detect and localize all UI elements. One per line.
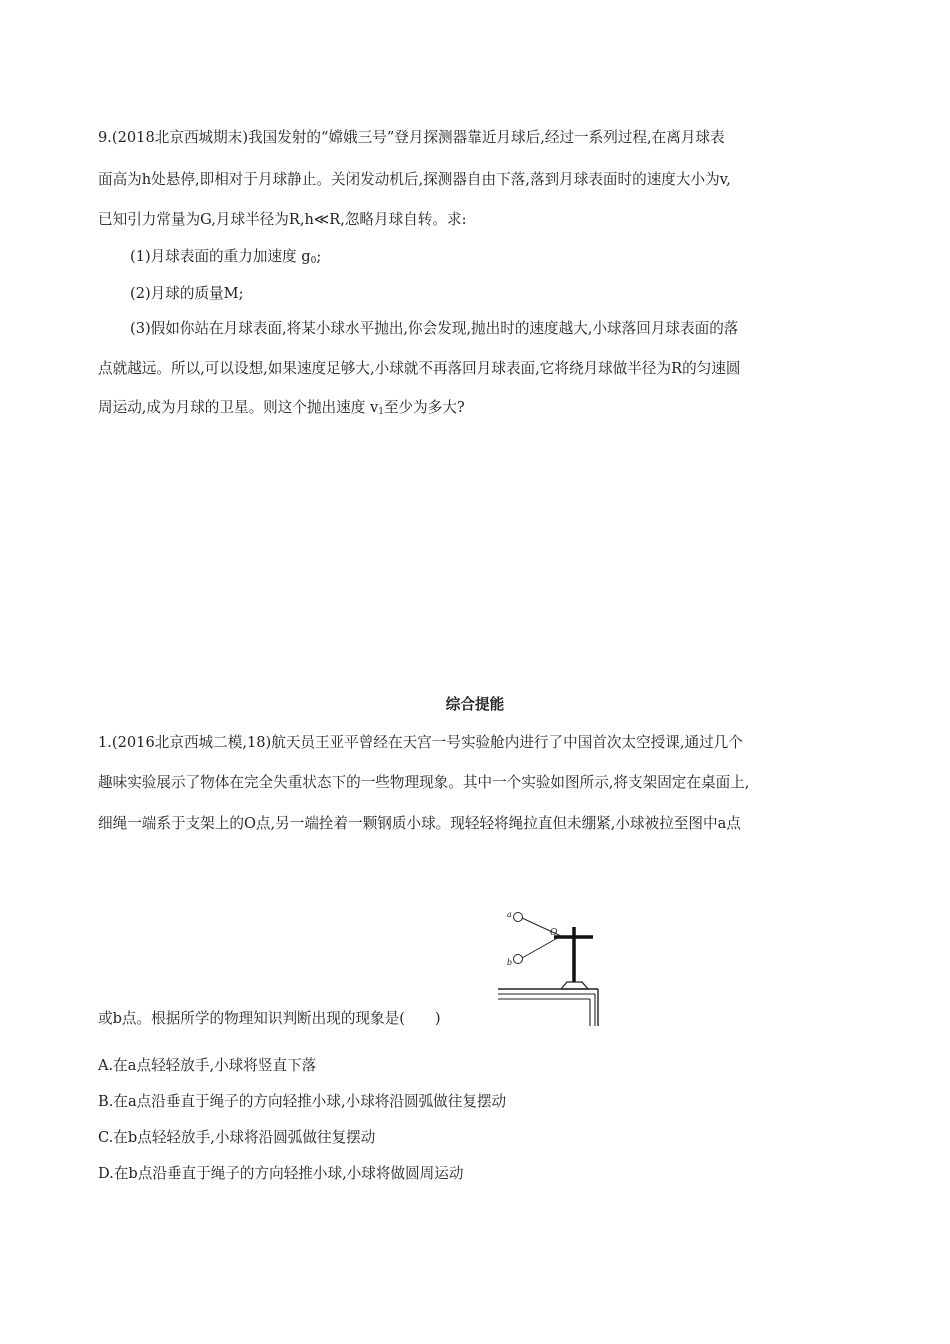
label-b: b <box>507 958 513 967</box>
q1-line-1: 1.(2016北京西城二模,18)航天员王亚平曾经在天宫一号实验舱内进行了中国首次太空授课,通过几个 <box>98 734 743 751</box>
string-to-b <box>522 936 561 958</box>
q9-line-3: 已知引力常量为G,月球半径为R,h≪R,忽略月球自转。求: <box>98 211 467 228</box>
option-d: D.在b点沿垂直于绳子的方向轻推小球,小球将做圆周运动 <box>98 1165 464 1182</box>
q1-line-4-text: 或b点。根据所学的物理知识判断出现的现象是( <box>98 1010 405 1027</box>
ball-b <box>514 955 523 964</box>
label-a: a <box>507 910 512 919</box>
q1-line-3: 细绳一端系于支架上的O点,另一端拴着一颗钢质小球。现轻轻将绳拉直但未绷紧,小球被拉至图中a点 <box>98 815 741 832</box>
q9-part-1-end: ; <box>316 248 322 265</box>
q9-part-2: (2)月球的质量M; <box>130 285 244 302</box>
ball-a <box>514 913 523 922</box>
option-b: B.在a点沿垂直于绳子的方向轻推小球,小球将沿圆弧做往复摆动 <box>98 1093 507 1110</box>
q1-line-4 <box>98 1009 441 1029</box>
q9-part-3-subscript: 1 <box>378 407 384 417</box>
q9-part-1-subscript: 0 <box>310 256 317 266</box>
q9-part-3-line-1: (3)假如你站在月球表面,将某小球水平抛出,你会发现,抛出时的速度越大,小球落回月球表面的落 <box>130 320 739 337</box>
q9-part-1 <box>130 247 321 271</box>
stand-base <box>561 982 588 989</box>
q9-line-1: 9.(2018北京西城期末)我国发射的“嫦娥三号”登月探测器靠近月球后,经过一系列过程,在离月球表 <box>98 129 725 146</box>
section-title: 综合提能 <box>445 696 505 713</box>
option-c: C.在b点轻轻放手,小球将沿圆弧做往复摆动 <box>98 1129 376 1146</box>
option-a: A.在a点轻轻放手,小球将竖直下落 <box>98 1057 317 1074</box>
q1-line-2: 趣味实验展示了物体在完全失重状态下的一些物理现象。其中一个实验如图所示,将支架固定在桌面上, <box>98 774 750 791</box>
q9-part-3-end: 至少为多大? <box>383 399 465 416</box>
q9-line-2: 面高为h处悬停,即相对于月球静止。关闭发动机后,探测器自由下落,落到月球表面时的速度大小为v, <box>98 171 731 188</box>
q9-part-3-text: 周运动,成为月球的卫星。则这个抛出速度 v <box>98 399 379 416</box>
pendulum-figure <box>498 904 608 1028</box>
label-o: O <box>550 928 558 938</box>
q9-part-1-text: (1)月球表面的重力加速度 g <box>130 248 311 265</box>
q1-line-4-close: ) <box>434 1010 441 1027</box>
q9-part-3-line-2: 点就越远。所以,可以设想,如果速度足够大,小球就不再落回月球表面,它将绕月球做半径为R的匀速圆 <box>98 360 741 377</box>
q9-part-3-line-3 <box>98 398 465 422</box>
